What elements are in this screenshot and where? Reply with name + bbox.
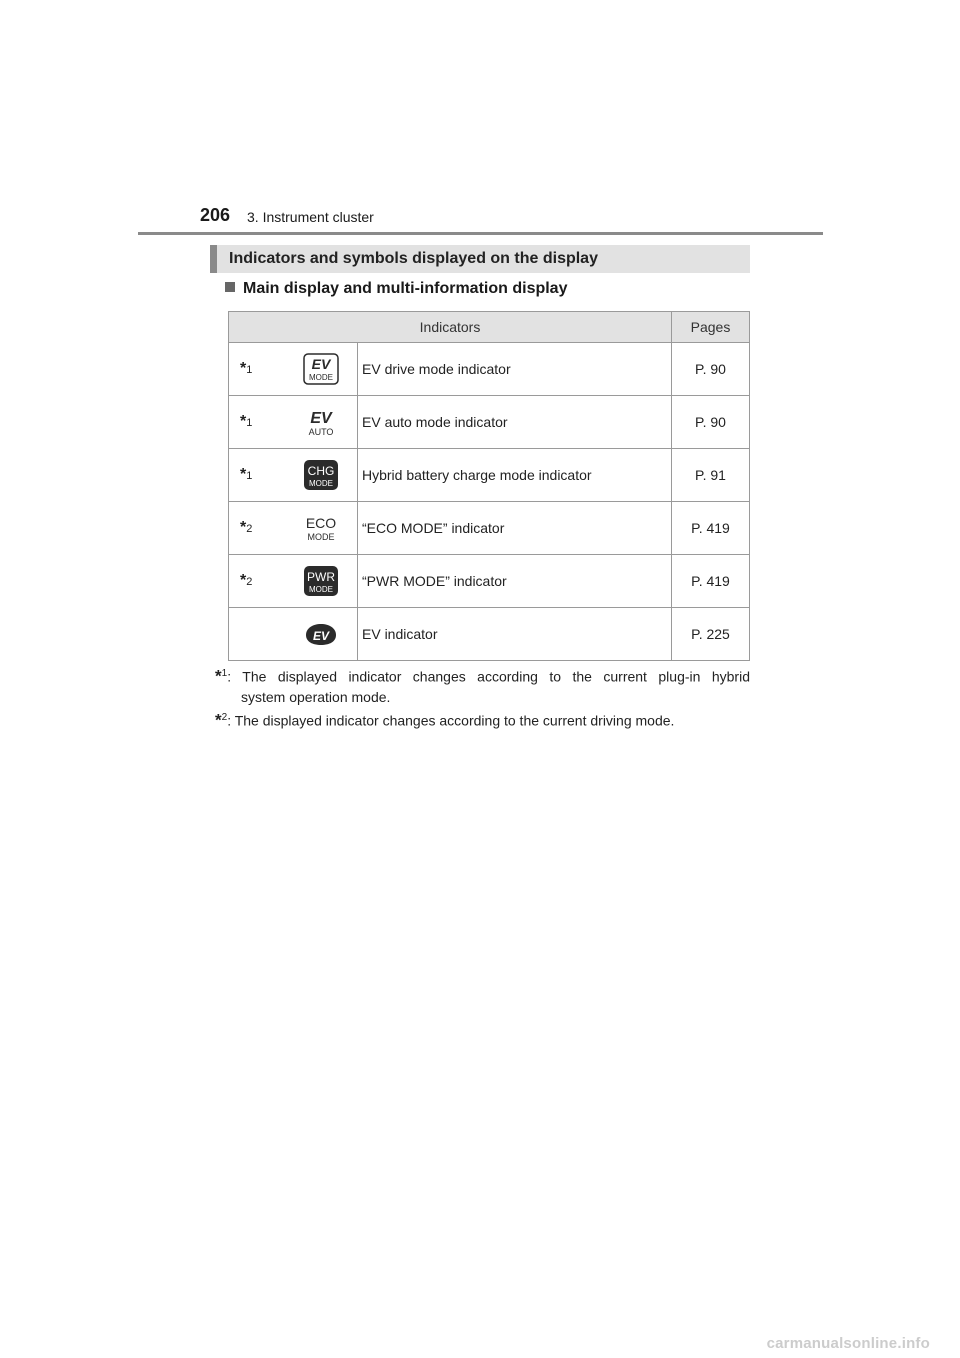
page-reference: P. 225 (672, 608, 750, 661)
eco-mode-icon-top: ECO (305, 515, 336, 531)
icon-cell (284, 343, 358, 396)
table-row (229, 449, 750, 502)
ev-auto-icon-top: EV (309, 410, 332, 427)
eco-mode-icon-bottom: MODE (307, 532, 334, 542)
asterisk-icon: * (240, 413, 247, 430)
indicator-name: EV drive mode indicator (358, 343, 672, 396)
footnote-1 (215, 664, 750, 707)
subheading-text: Main display and multi-information display (243, 280, 568, 297)
icon-cell (284, 449, 358, 502)
pwr-mode-icon-top: PWR (306, 570, 335, 584)
icon-cell (284, 608, 358, 661)
asterisk-icon: * (215, 666, 222, 686)
asterisk-icon: * (240, 572, 247, 589)
header-pages: Pages (672, 312, 750, 343)
note-number: 2 (246, 523, 253, 535)
icon-cell (284, 396, 358, 449)
table-row (229, 343, 750, 396)
note-cell (229, 449, 285, 502)
watermark: carmanualsonline.info (766, 1335, 930, 1352)
header-indicators: Indicators (229, 312, 672, 343)
table-row (229, 608, 750, 661)
note-number: 1 (246, 364, 253, 376)
icon-cell (284, 502, 358, 555)
note-number: 2 (246, 576, 253, 588)
note-cell (229, 608, 285, 661)
ev-indicator-icon (303, 618, 339, 650)
ev-indicator-icon-text: EV (312, 629, 329, 643)
footnote-text-line1: : The displayed indicator changes according to the current plug-in hybrid (227, 668, 750, 685)
ev-mode-icon (303, 353, 339, 385)
indicators-table (228, 311, 750, 661)
indicator-name: EV auto mode indicator (358, 396, 672, 449)
note-cell (229, 343, 285, 396)
pwr-mode-icon (303, 565, 339, 597)
ev-auto-icon-bottom: AUTO (308, 427, 333, 437)
asterisk-icon: * (240, 519, 247, 536)
indicator-name: Hybrid battery charge mode indicator (358, 449, 672, 502)
note-number: 1 (246, 417, 253, 429)
footnote-text: : The displayed indicator changes according to the current driving mode. (227, 712, 675, 729)
note-cell (229, 555, 285, 608)
section-title: Indicators and symbols displayed on the display (229, 250, 598, 267)
chg-mode-icon-bottom: MODE (308, 479, 333, 488)
indicator-name: “PWR MODE” indicator (358, 555, 672, 608)
square-bullet-icon (225, 282, 235, 292)
chapter-title: 3. Instrument cluster (247, 209, 374, 225)
footnote-text-line2: system operation mode. (241, 688, 391, 705)
asterisk-icon: * (215, 710, 222, 730)
chg-mode-icon (303, 459, 339, 491)
asterisk-icon: * (240, 466, 247, 483)
subheading (225, 280, 567, 298)
ev-auto-icon (303, 406, 339, 438)
eco-mode-icon (303, 512, 339, 544)
note-cell (229, 396, 285, 449)
header-divider (138, 232, 823, 235)
page-number: 206 (200, 205, 231, 225)
indicator-name: “ECO MODE” indicator (358, 502, 672, 555)
table-row (229, 502, 750, 555)
table-row (229, 555, 750, 608)
asterisk-icon: * (240, 360, 247, 377)
footnote-2 (215, 708, 750, 731)
footnote-mark: 1 (221, 668, 228, 679)
page-reference: P. 419 (672, 502, 750, 555)
chg-mode-icon-top: CHG (307, 464, 334, 478)
section-heading-bar (210, 245, 750, 273)
pwr-mode-icon-bottom: MODE (308, 585, 333, 594)
footnote-mark: 2 (221, 712, 228, 723)
page-reference: P. 90 (672, 396, 750, 449)
page-reference: P. 90 (672, 343, 750, 396)
page-reference: P. 419 (672, 555, 750, 608)
page-reference: P. 91 (672, 449, 750, 502)
indicator-name: EV indicator (358, 608, 672, 661)
note-number: 1 (246, 470, 253, 482)
ev-mode-icon-bottom: MODE (308, 373, 333, 382)
note-cell (229, 502, 285, 555)
table-row (229, 396, 750, 449)
table-header-row (229, 312, 750, 343)
icon-cell (284, 555, 358, 608)
ev-mode-icon-top: EV (311, 356, 330, 372)
